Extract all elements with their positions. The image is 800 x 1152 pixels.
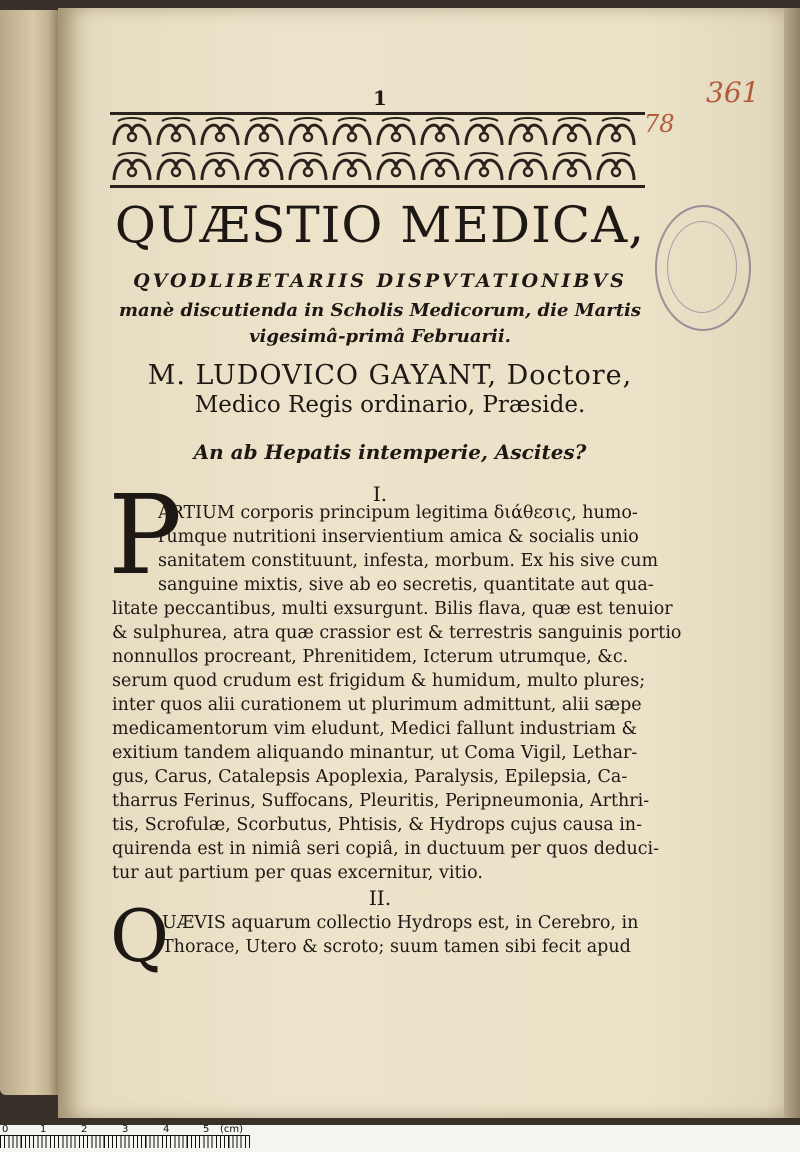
page-title: QUÆSTIO MEDICA, <box>114 196 646 254</box>
folio-number-2: 78 <box>644 110 675 138</box>
body-line: Thorace, Utero & scroto; suum tamen sibi fecit apud <box>162 937 631 957</box>
body-line: tur aut partium per quas excernitur, vitio. <box>112 863 483 883</box>
body-line: exitium tandem aliquando minantur, ut Coma Vigil, Lethar- <box>112 743 638 763</box>
body-line: ARTIUM corporis principum legitima διάθεσις, humo- <box>158 503 638 523</box>
body-line: nonnullos procreant, Phrenitidem, Icterum utrumque, &c. <box>112 647 629 667</box>
body-line: litate peccantibus, multi exsurgunt. Bilis flava, quæ est tenuior <box>112 599 673 619</box>
ruler-label: 4 <box>163 1124 170 1135</box>
dropcap-q: Q <box>110 894 170 978</box>
ruler-label: 5 <box>203 1124 210 1135</box>
right-page-edge <box>784 8 800 1118</box>
body-line: tis, Scrofulæ, Scorbutus, Phtisis, & Hydrops cujus causa in- <box>112 815 642 835</box>
body-line: sanitatem constituunt, infesta, morbum. Ex his sive cum <box>158 551 659 571</box>
dropcap-p: P <box>108 471 183 599</box>
thesis-question: An ab Hepatis intemperie, Ascites? <box>193 440 587 464</box>
page-number: 1 <box>373 86 387 110</box>
body-line: medicamentorum vim eludunt, Medici fallunt industriam & <box>112 719 638 739</box>
ruler-label: 0 <box>2 1124 9 1135</box>
praeses-line-2: Medico Regis ordinario, Præside. <box>194 392 586 418</box>
subtitle-line-2: manè discutienda in Scholis Medicorum, die Martis <box>118 300 642 321</box>
ruler-label: 1 <box>40 1124 47 1135</box>
subtitle-line-1: QVODLIBETARIIS DISPVTATIONIBVS <box>133 270 627 292</box>
body-line: & sulphurea, atra quæ crassior est & terrestris sanguinis portio <box>112 623 682 643</box>
praeses-line-1: M. LUDOVICO GAYANT, Doctore, <box>147 360 633 391</box>
body-line: gus, Carus, Catalepsis Apoplexia, Paralysis, Epilepsia, Ca- <box>112 767 628 787</box>
ruler-label: 2 <box>81 1124 88 1135</box>
ruler-ticks <box>0 1136 250 1148</box>
section-2-numeral: II. <box>368 886 392 910</box>
ornamental-headpiece <box>110 112 645 188</box>
ornament-pattern-icon <box>110 115 639 185</box>
section-1-numeral: I. <box>372 482 388 506</box>
body-line: rumque nutritioni inservientium amica & socialis unio <box>158 527 639 547</box>
left-page-edge <box>0 10 60 1095</box>
body-line: sanguine mixtis, sive ab eo secretis, quantitate aut qua- <box>158 575 654 595</box>
ruler-line <box>0 1135 250 1136</box>
ruler-unit: (cm) <box>220 1124 244 1135</box>
folio-number: 361 <box>706 76 760 109</box>
body-line: UÆVIS aquarum collectio Hydrops est, in Cerebro, in <box>162 913 639 933</box>
body-line: inter quos alii curationem ut plurimum admittunt, alii sæpe <box>112 695 642 715</box>
subtitle-line-3: vigesimâ-primâ Februarii. <box>249 326 511 347</box>
ruler-label: 3 <box>122 1124 129 1135</box>
body-line: serum quod crudum est frigidum & humidum, multo plures; <box>112 671 646 691</box>
body-line: tharrus Ferinus, Suffocans, Pleuritis, Peripneumonia, Arthri- <box>112 791 650 811</box>
body-line: quirenda est in nimiâ seri copiâ, in ductuum per quos deduci- <box>112 839 660 859</box>
scale-ruler <box>0 1125 800 1152</box>
